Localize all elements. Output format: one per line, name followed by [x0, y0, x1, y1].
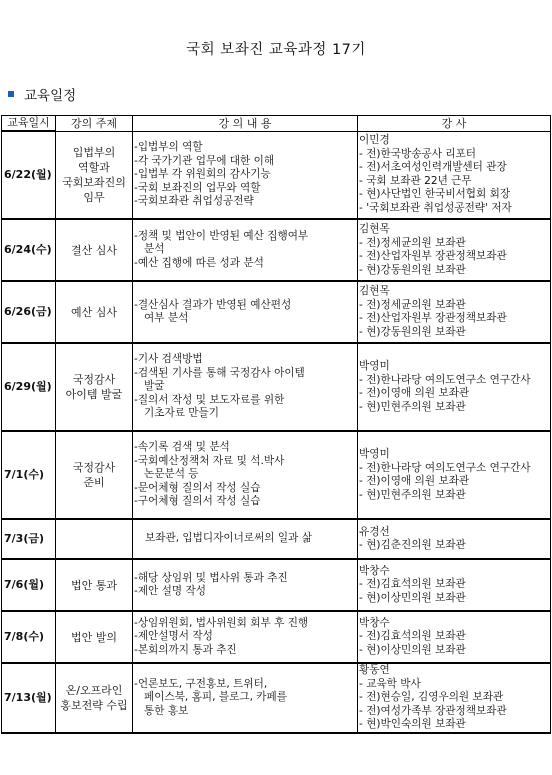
topic-line: 준비	[83, 476, 105, 489]
instructor-career-line: - 현)민현주의원 보좌관	[359, 400, 466, 413]
content-line: -예산 집행에 따른 성과 분석	[134, 256, 264, 269]
content-line: -본회의까지 통과 추진	[134, 643, 237, 656]
section-heading	[8, 84, 76, 104]
content-line: -속기록 검색 및 분석	[134, 441, 230, 454]
row-content	[133, 559, 358, 611]
content-line: -국회 보좌진의 업무와 역할	[134, 181, 261, 194]
row-content	[133, 131, 358, 219]
header-date: 교육일시	[2, 116, 56, 132]
topic-line: 홍보전략 수립	[60, 699, 128, 712]
topic-line: 결산 심사	[70, 243, 117, 257]
instructor-name: 김현목	[359, 285, 390, 297]
table-row	[2, 559, 551, 611]
header-content: 강 의 내 용	[133, 116, 358, 132]
row-date: 7/1(수)	[2, 431, 56, 519]
content-line: -상임위원회, 법사위원회 회부 후 진행	[134, 616, 309, 629]
table-row	[2, 131, 551, 219]
content-line: -문어체형 질의서 작성 실습	[134, 481, 261, 494]
header-instructor: 강 사	[358, 116, 551, 132]
square-bullet-icon	[8, 91, 14, 97]
row-content	[133, 663, 358, 733]
content-line: -제안 설명 작성	[134, 585, 206, 597]
topic-line: 국회보좌진의	[62, 175, 126, 189]
row-instructor	[358, 131, 551, 219]
instructor-career-line: - 전)산업자원부 장관정책보좌관	[359, 250, 507, 262]
instructor-name: 박영미	[359, 448, 390, 460]
row-topic	[56, 219, 133, 281]
instructor-career-line: - 현)이상민의원 보좌관	[359, 643, 466, 656]
content-line: -입법부의 역할	[134, 141, 203, 153]
row-instructor	[358, 611, 551, 663]
table-row	[2, 343, 551, 431]
row-instructor	[358, 663, 551, 733]
content-line: 논문분석 등	[144, 468, 199, 481]
content-line: 보좌관, 입법디자이너로써의 일과 삶	[145, 532, 312, 545]
content-line: -국회보좌관 취업성공전략	[134, 195, 254, 207]
instructor-career-line: - 현)김춘진의원 보좌관	[359, 539, 466, 551]
content-line: -기사 검색방법	[134, 353, 203, 366]
content-line: -각 국가기관 업무에 대한 이해	[134, 154, 275, 167]
content-line: -제안설명서 작성	[134, 630, 213, 643]
instructor-career-line: - 전)한나라당 여의도연구소 연구간사	[359, 461, 531, 474]
instructor-name: 황동연	[359, 664, 390, 677]
instructor-name: 박창수	[359, 616, 390, 629]
table-row	[2, 519, 551, 559]
instructor-career-line: - 전)정세균의원 보좌관	[359, 236, 466, 249]
row-date: 6/22(월)	[2, 131, 56, 219]
instructor-name: 유경선	[359, 525, 390, 538]
topic-line: 예산 심사	[70, 305, 117, 319]
content-line: -질의서 작성 및 보도자료를 위한	[134, 393, 285, 406]
table-row	[2, 219, 551, 281]
content-line: 기초자료 만들기	[144, 407, 220, 420]
instructor-career-line: - 현)사단법인 한국비서협회 회장	[359, 188, 511, 201]
instructor-career-line: - 전)서초여성인력개발센터 관장	[359, 161, 507, 174]
row-content	[133, 281, 358, 343]
instructor-career-line: - 교육학 박사	[359, 677, 421, 690]
instructor-career-line: - 전)산업자원부 장관정책보좌관	[359, 312, 507, 324]
instructor-name: 김현목	[359, 223, 390, 235]
table-row	[2, 663, 551, 733]
content-line: 페이스북, 홈피, 블로그, 카페를	[144, 691, 288, 704]
row-date: 7/13(월)	[2, 663, 56, 733]
instructor-career-line: - 전)한나라당 여의도연구소 연구간사	[359, 373, 531, 386]
topic-line: 입법부의	[72, 145, 116, 159]
row-topic	[56, 431, 133, 519]
row-topic	[56, 611, 133, 663]
row-topic	[56, 559, 133, 611]
content-line: -해당 상임위 및 법사위 통과 추진	[134, 571, 288, 584]
topic-line: 국정감사	[72, 373, 116, 386]
content-line: 분석	[144, 243, 165, 256]
instructor-career-line: - 국회 보좌관 22년 근무	[359, 174, 472, 187]
content-line: -결산심사 결과가 반영된 예산편성	[134, 298, 292, 311]
table-row	[2, 611, 551, 663]
instructor-name: 이민경	[359, 134, 390, 147]
topic-line: 임무	[83, 190, 105, 204]
instructor-career-line: - 전)김효석의원 보좌관	[359, 578, 466, 591]
content-line: -국회예산정책처 자료 및 석.박사	[134, 454, 285, 467]
content-line: 통한 홍보	[144, 704, 189, 717]
row-content	[133, 431, 358, 519]
row-topic	[56, 519, 133, 559]
content-line: -검색된 기사를 통해 국정감사 아이템	[134, 366, 305, 379]
table-row	[2, 431, 551, 519]
instructor-career-line: - 전)현승일, 김영우의원 보좌관	[359, 691, 504, 704]
instructor-career-line: - 현)박인숙의원 보좌관	[359, 718, 466, 731]
instructor-name: 박영미	[359, 360, 390, 372]
row-instructor	[358, 519, 551, 559]
content-line: 발굴	[144, 380, 165, 393]
row-date: 6/29(월)	[2, 343, 56, 431]
row-topic	[56, 131, 133, 219]
instructor-name: 박창수	[359, 564, 390, 577]
topic-line: 국정감사	[72, 461, 116, 474]
row-topic	[56, 343, 133, 431]
content-line: -구어체형 질의서 작성 실습	[134, 495, 261, 508]
topic-line: 법안 발의	[70, 630, 117, 644]
content-line: -입법부 각 위원회의 감사기능	[134, 168, 271, 180]
header-topic: 강의 주제	[56, 116, 133, 132]
topic-line: 역할과	[78, 160, 110, 174]
instructor-career-line: - 현)이상민의원 보좌관	[359, 591, 466, 604]
row-instructor	[358, 219, 551, 281]
row-instructor	[358, 281, 551, 343]
content-line: -정책 및 법안이 반영된 예산 집행여부	[134, 229, 309, 242]
content-line: -언론보도, 구전홍보, 트위터,	[134, 677, 268, 690]
instructor-career-line: - 전)정세균의원 보좌관	[359, 298, 466, 311]
row-date: 7/8(수)	[2, 611, 56, 663]
instructor-career-line: - 현)강동원의원 보좌관	[359, 263, 466, 276]
row-topic	[56, 663, 133, 733]
instructor-career-line: - 전)이영애 의원 보좌관	[359, 387, 470, 399]
instructor-career-line: - 현)민현주의원 보좌관	[359, 488, 466, 501]
page-title: 국회 보좌진 교육과정 17기	[186, 42, 366, 58]
row-date: 6/24(수)	[2, 219, 56, 281]
row-content	[133, 343, 358, 431]
row-date: 7/3(금)	[2, 519, 56, 559]
table-row	[2, 281, 551, 343]
row-instructor	[358, 559, 551, 611]
row-content	[133, 611, 358, 663]
instructor-career-line: - 전)한국방송공사 리포터	[359, 147, 477, 160]
instructor-career-line: - 전)여성가족부 장관정책보좌관	[359, 704, 507, 717]
instructor-career-line: - '국회보좌관 취업성공전략' 저자	[359, 201, 512, 214]
instructor-career-line: - 전)김효석의원 보좌관	[359, 630, 466, 643]
content-line: 여부 분석	[144, 312, 189, 324]
row-topic	[56, 281, 133, 343]
row-content	[133, 219, 358, 281]
row-content	[133, 519, 358, 559]
section-label: 교육일정	[24, 88, 77, 104]
topic-line: 온/오프라인	[65, 684, 123, 697]
schedule-table	[1, 115, 551, 734]
row-instructor	[358, 343, 551, 431]
row-date: 6/26(금)	[2, 281, 56, 343]
topic-line: 법안 통과	[70, 578, 117, 592]
row-instructor	[358, 431, 551, 519]
instructor-career-line: - 전)이영애 의원 보좌관	[359, 475, 470, 487]
row-date: 7/6(월)	[2, 559, 56, 611]
instructor-career-line: - 현)강동원의원 보좌관	[359, 325, 466, 338]
topic-line: 아이템 발굴	[65, 388, 123, 401]
